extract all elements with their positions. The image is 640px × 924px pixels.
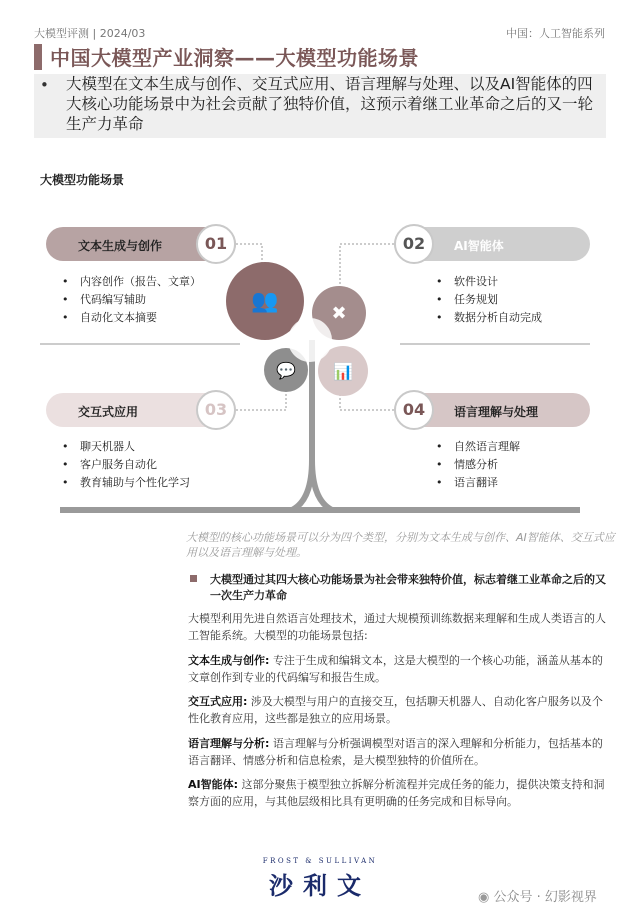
- scenario-04-label: 语言理解与处理: [454, 405, 539, 419]
- section-label: 大模型功能场景: [40, 173, 125, 187]
- paragraph-body: 涉及大模型与用户的直接交互，包括聊天机器人、自动化客户服务以及个性化教育应用，这些都是独立的应用场景。: [188, 695, 603, 725]
- list-item: • 语言翻译: [436, 474, 520, 492]
- scenario-01-label: 文本生成与创作: [78, 239, 163, 253]
- paragraph-term: 语言理解与分析:: [188, 737, 270, 750]
- title-accent-bar: [34, 44, 42, 70]
- diagram-caption: 大模型的核心功能场景可以分为四个类型，分别为文本生成与创作、AI智能体、交互式应用以及语言理解与处理。: [186, 531, 615, 559]
- center-petal: [288, 318, 332, 362]
- list-item: • 教育辅助与个性化学习: [62, 474, 190, 492]
- scenario-02-label: AI智能体: [454, 239, 504, 253]
- scenario-01-list: [62, 273, 201, 327]
- logo-wordmark: FROST & SULLIVAN: [262, 857, 378, 865]
- header-right: 中国：人工智能系列: [506, 27, 605, 40]
- scenario-03-number: 03: [196, 390, 236, 430]
- chart-icon: 📊: [333, 361, 353, 381]
- scenario-02-number: 02: [394, 224, 434, 264]
- people-icon: 👥: [251, 288, 279, 314]
- summary-bullet: •: [40, 76, 49, 94]
- paragraph-body: 专注于生成和编辑文本，这是大模型的一个核心功能，涵盖从基本的文章创作到专业的代码编写和报告生成。: [188, 654, 603, 684]
- paragraph-agent: [188, 776, 608, 810]
- scenario-03-list: [62, 438, 190, 492]
- list-item: • 软件设计: [436, 273, 542, 291]
- tools-icon: ✖: [331, 302, 347, 324]
- list-item: • 客户服务自动化: [62, 456, 190, 474]
- list-item: • 内容创作（报告、文章）: [62, 273, 201, 291]
- paragraph-body: 这部分聚焦于模型独立拆解分析流程并完成任务的能力，提供决策支持和洞察方面的应用，与其他层级相比具有更明确的任务完成和目标导向。: [188, 778, 605, 808]
- wechat-icon: ◉: [478, 890, 490, 905]
- paragraph-body: 语言理解与分析强调模型对语言的深入理解和分析能力，包括基本的语言翻译、情感分析和信息检索，是大模型独特的价值所在。: [188, 737, 603, 767]
- paragraph-term: AI智能体:: [188, 778, 239, 791]
- list-item: • 数据分析自动完成: [436, 309, 542, 327]
- page-title: 中国大模型产业洞察——大模型功能场景: [50, 46, 419, 70]
- scenario-02-list: [436, 273, 542, 327]
- list-item: • 任务规划: [436, 291, 542, 309]
- paragraph-term: 交互式应用:: [188, 695, 248, 708]
- scenario-04-list: [436, 438, 520, 492]
- paragraph-text-generation: [188, 652, 608, 686]
- list-item: • 代码编写辅助: [62, 291, 201, 309]
- watermark: [478, 886, 597, 905]
- paragraph-term: 文本生成与创作:: [188, 654, 270, 667]
- scenario-03-label: 交互式应用: [78, 405, 139, 419]
- header-left: 大模型评测 | 2024/03: [34, 27, 146, 40]
- list-item: • 情感分析: [436, 456, 520, 474]
- key-point-marker: [190, 575, 197, 582]
- chat-icon: 💬: [276, 360, 296, 380]
- paragraph-interactive: [188, 693, 608, 727]
- summary-text: 大模型在文本生成与创作、交互式应用、语言理解与处理、以及AI智能体的四大核心功能场景中为社会贡献了独特价值，这预示着继工业革命之后的又一轮生产力革命: [66, 75, 594, 133]
- list-item: • 聊天机器人: [62, 438, 190, 456]
- logo-chinese: 沙利文: [269, 872, 371, 900]
- list-item: • 自动化文本摘要: [62, 309, 201, 327]
- paragraph-language: [188, 735, 608, 769]
- key-point: 大模型通过其四大核心功能场景为社会带来独特价值，标志着继工业革命之后的又一次生产力革命: [210, 573, 606, 602]
- watermark-text: 公众号 · 幻影视界: [493, 890, 597, 905]
- scenario-01-number: 01: [196, 224, 236, 264]
- intro-paragraph: 大模型利用先进自然语言处理技术，通过大规模预训练数据来理解和生成人类语言的人工智能系统。大模型的功能场景包括:: [188, 612, 606, 642]
- scenario-04-number: 04: [394, 390, 434, 430]
- list-item: • 自然语言理解: [436, 438, 520, 456]
